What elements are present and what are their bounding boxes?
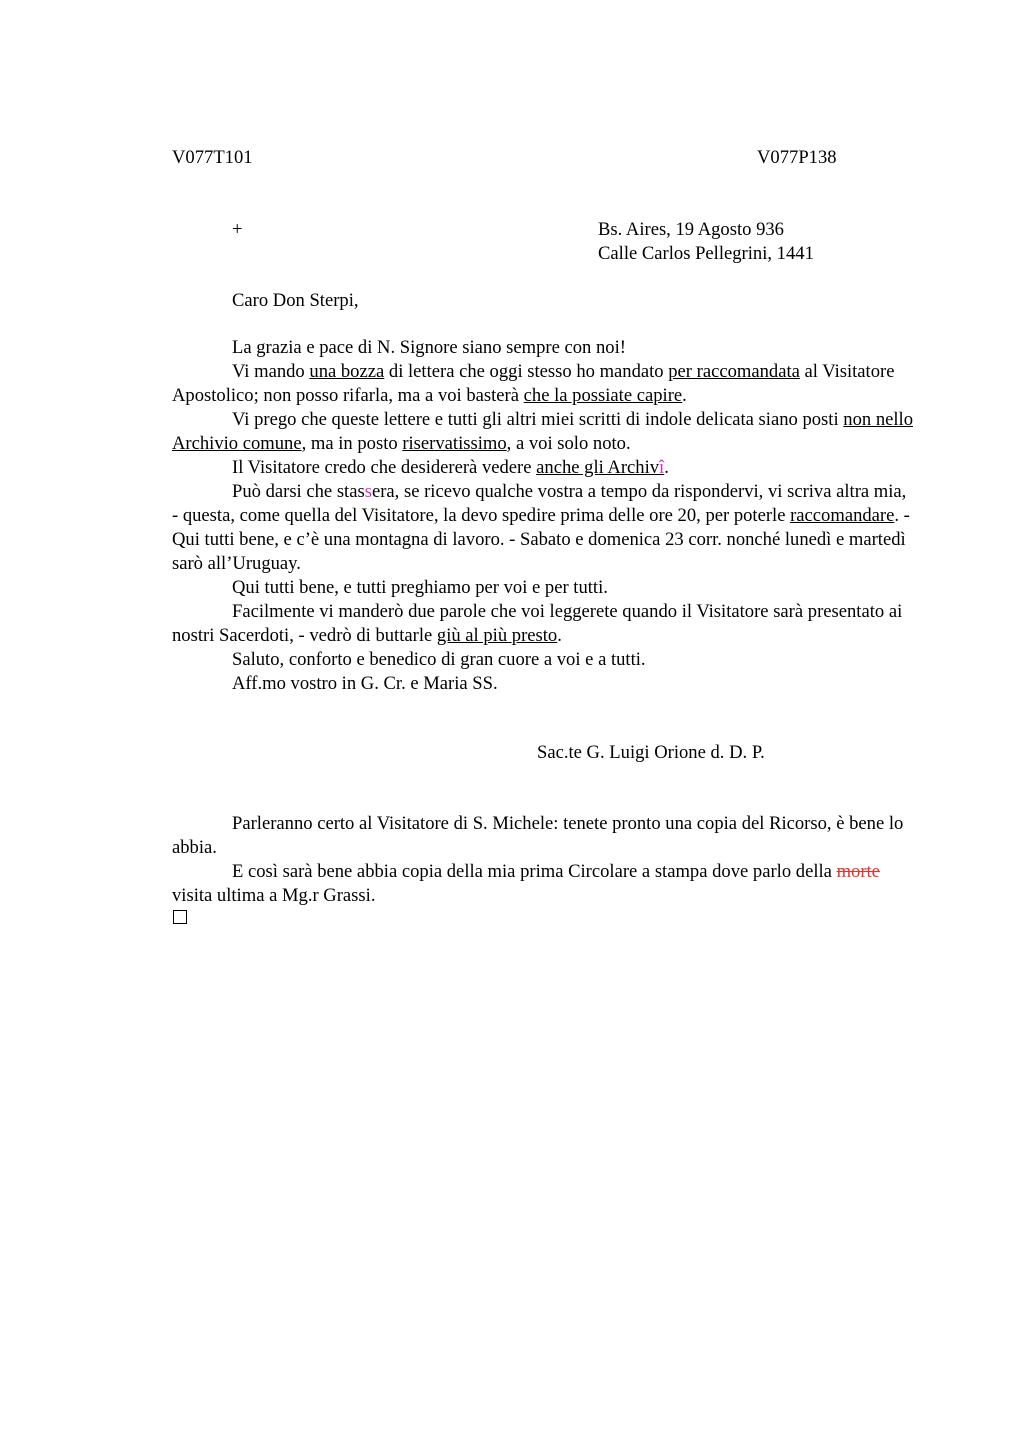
postscript [172, 812, 917, 908]
inserted-text: î [659, 457, 665, 478]
paragraph-archive-request [172, 408, 917, 456]
paragraph-greeting: La grazia e pace di N. Signore siano sempre con noi! [232, 337, 626, 358]
text-run: Il Visitatore credo che desidererà vedere [232, 457, 537, 478]
text-run: , ma in posto [301, 433, 403, 454]
cross-mark: + [232, 219, 243, 240]
salutation: Caro Don Sterpi, [232, 290, 359, 311]
empty-square-icon [173, 910, 187, 924]
underlined-text: riservatissimo [402, 433, 507, 454]
underlined-text: raccomandare [790, 505, 895, 526]
paragraph-two-words [172, 600, 917, 648]
text-run: era, se ricevo qualche vostra a tempo da rispondervi, vi scriva altra mia, - questa, come quella del Visitatore, la devo spedire prima delle ore 20, per poterle [172, 481, 907, 526]
text-run: . [557, 625, 562, 646]
paragraph-draft-letter [172, 360, 917, 408]
place-date: Bs. Aires, 19 Agosto 936 [598, 219, 784, 240]
text-run: . - Qui tutti bene, e c’è una montagna di lavoro. - Sabato e domenica 23 corr. nonché lunedì e martedì sarò all’Uruguay. [172, 505, 910, 574]
document-code-left: V077T101 [172, 147, 253, 168]
text-run: di lettera che oggi stesso ho mandato [384, 361, 669, 382]
text-run: . [664, 457, 669, 478]
paragraph-blessing: Saluto, conforto e benedico di gran cuore a voi e a tutti. [232, 649, 646, 670]
postscript-paragraph-recourse: Parleranno certo al Visitatore di S. Michele: tenete pronto una copia del Ricorso, è bene lo abbia. [172, 813, 904, 858]
text-run: visita ultima a Mg.r Grassi. [172, 885, 376, 906]
text-run: anche gli Archiv [536, 457, 660, 478]
paragraph-visitor-archives [172, 456, 917, 480]
text-run: , a voi solo noto. [506, 433, 631, 454]
text-run: E così sarà bene abbia copia della mia prima Circolare a stampa dove parlo della [232, 861, 837, 882]
deleted-text: morte [836, 861, 880, 882]
text-run: al Visitatore Apostolico; non posso rifarla, ma a voi basterà [172, 361, 895, 406]
text-run: Vi prego che queste lettere e tutti gli altri miei scritti di indole delicata siano posti [232, 409, 844, 430]
inserted-text: s [364, 481, 372, 502]
underlined-text [536, 457, 664, 478]
text-run: Facilmente vi manderò due parole che voi leggerete quando il Visitatore sarà presentato ai nostri Sacerdoti, - vedrò di buttarle [172, 601, 903, 646]
address-line: Calle Carlos Pellegrini, 1441 [598, 243, 814, 264]
text-run: Vi mando [232, 361, 310, 382]
underlined-text: una bozza [309, 361, 385, 382]
text-run: . [682, 385, 687, 406]
underlined-text: che la possiate capire [523, 385, 683, 406]
paragraph-tonight [172, 480, 917, 576]
paragraph-all-well: Qui tutti bene, e tutti preghiamo per voi e per tutti. [232, 577, 608, 598]
underlined-text: giù al più presto [436, 625, 558, 646]
underlined-text: non nello Archivio comune [172, 409, 913, 454]
signature: Sac.te G. Luigi Orione d. D. P. [537, 742, 765, 763]
text-run: Può darsi che stas [232, 481, 365, 502]
letter-body [172, 336, 917, 696]
paragraph-closing: Aff.mo vostro in G. Cr. e Maria SS. [232, 673, 498, 694]
postscript-paragraph-circular [172, 860, 917, 908]
underlined-text: per raccomandata [668, 361, 800, 382]
document-code-right: V077P138 [757, 147, 837, 168]
